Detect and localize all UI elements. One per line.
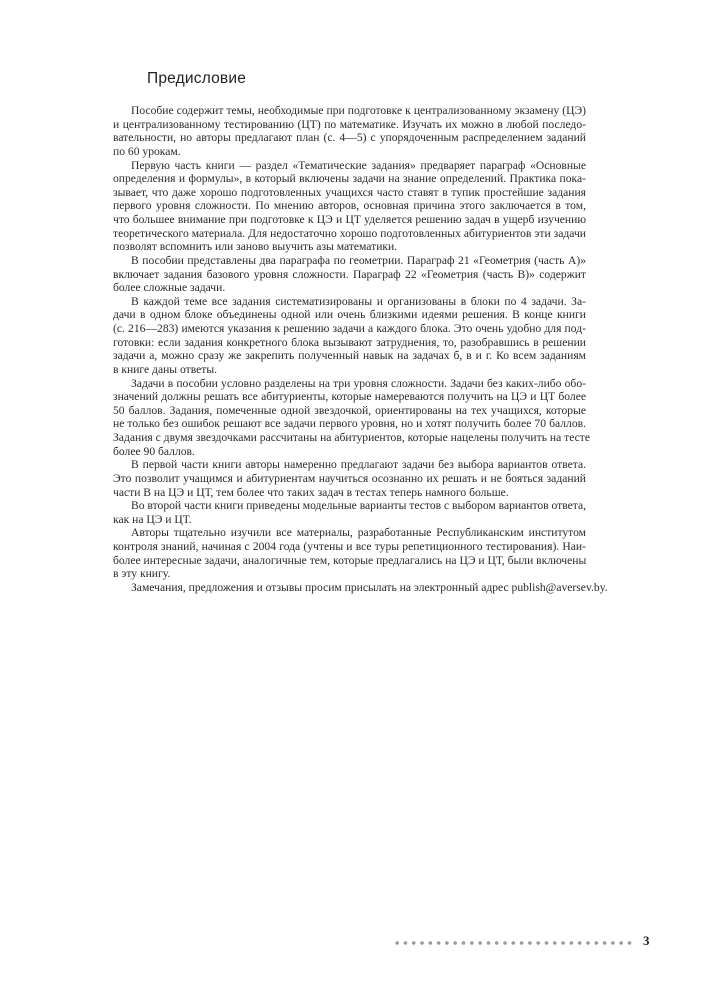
text-line: части В на ЦЭ и ЦТ, тем более что таких задач в тестах теперь намного больше. <box>113 485 509 499</box>
text-line: что большее внимание при подготовке к ЦЭ и ЦТ уделяется решению задач в ущерб изучению <box>113 213 586 226</box>
text-line: Пособие содержит темы, необходимые при подготовке к централизованному экзамену (ЦЭ) <box>131 104 586 117</box>
text-line: В первой части книги авторы намеренно предлагают задачи без выбора вариантов ответа. <box>131 458 586 472</box>
paragraph <box>113 499 586 526</box>
text-line: более 90 баллов. <box>113 444 195 458</box>
text-line: более сложные задачи. <box>113 281 226 295</box>
paragraph <box>113 159 586 254</box>
text-line: В каждой теме все задания систематизированы и организованы в блоки по 4 задачи. За- <box>131 294 586 308</box>
paragraph <box>113 254 586 295</box>
text-line: первого уровня сложности. По мнению авторов, основная причина этого заключается в том, <box>113 199 586 213</box>
text-line: включает задания базового уровня сложности. Параграф 22 «Геометрия (часть В)» содержит <box>113 267 586 281</box>
text-line: вательности, но авторы предлагают план (с. 4—5) с упорядоченным распределением заданий <box>113 131 586 145</box>
text-line: Во второй части книги приведены модельные варианты тестов с выбором вариантов ответа, <box>131 499 587 513</box>
page-number: 3 <box>643 933 650 948</box>
text-line: Авторы тщательно изучили все материалы, разработанные Республиканским институтом <box>131 526 586 540</box>
text-line: готовки: если задания конкретного блока вызывают затруднения, то, разобравшись в решении <box>113 335 586 349</box>
text-line: и централизованному тестированию (ЦТ) по математике. Изучать их можно в любой последо- <box>113 117 586 131</box>
text-line: Задания с двумя звездочками рассчитаны на абитуриентов, которые нацелены получить на тесте <box>113 431 590 444</box>
text-line: в книге даны ответы. <box>113 362 218 376</box>
text-line: В пособии представлены два параграфа по геометрии. Параграф 21 «Геометрия (часть А)» <box>131 253 586 267</box>
text-line: (с. 216—283) имеются указания к решению задачи а каждого блока. Это очень удобно для под- <box>113 322 586 335</box>
text-line: 50 баллов. Задания, помеченные одной звездочкой, ориентированы на тех учащихся, которые <box>113 403 586 417</box>
paragraph <box>113 580 608 595</box>
body-text <box>113 104 608 595</box>
paragraph <box>113 104 586 159</box>
text-line: в эту книгу. <box>113 567 171 581</box>
text-line: контроля знаний, начиная с 2004 года (учтены и все туры репетиционного тестирования). Наи- <box>113 540 586 553</box>
paragraph <box>113 295 586 377</box>
footer-dots-decoration <box>393 939 633 947</box>
text-line: позволят вспомнить или заново выучить азы математики. <box>113 240 398 254</box>
text-line: значений должны решать все абитуриенты, которые намереваются получить на ЦЭ и ЦТ более <box>113 390 586 404</box>
paragraph <box>113 458 586 499</box>
text-line: теоретического материала. Для недостаточно хорошо подготовленных абитуриентов эти задачи <box>113 226 586 240</box>
text-line: зывает, что даже хорошо подготовленных учащихся часто ставят в тупик простейшие задания <box>113 185 586 199</box>
text-line: определения и формулы», в который включены задачи на знание определений. Практика пока- <box>113 172 586 186</box>
text-line: дачи в одном блоке объединены одной или очень близкими идеями решения. В конце книги <box>113 308 586 322</box>
text-line: Замечания, предложения и отзывы просим присылать на электронный адрес publish@aversev.by. <box>131 580 608 594</box>
text-line: Это позволит учащимся и абитуриентам научиться осознанно их решать и не бояться заданий <box>113 471 586 485</box>
paragraph <box>113 526 586 581</box>
text-line: более интересные задачи, аналогичные тем, которые предлагались на ЦЭ и ЦТ, были включены <box>113 553 587 567</box>
page-title: Предисловие <box>147 70 247 87</box>
text-line: Первую часть книги — раздел «Тематические задания» предваряет параграф «Основные <box>131 158 586 172</box>
text-line: Задачи в пособии условно разделены на три уровня сложности. Задачи без каких-либо обо- <box>131 376 586 390</box>
text-line: задачи а, можно сразу же закрепить полученный навык на задачах б, в и г. Ко всем заданиям <box>113 349 586 363</box>
text-line: по 60 урокам. <box>113 144 181 158</box>
paragraph <box>113 376 590 459</box>
text-line: как на ЦЭ и ЦТ. <box>113 512 192 526</box>
text-line: не только без ошибок решают все задачи первого уровня, но и хотят получить более 70 баллов. <box>113 417 586 431</box>
